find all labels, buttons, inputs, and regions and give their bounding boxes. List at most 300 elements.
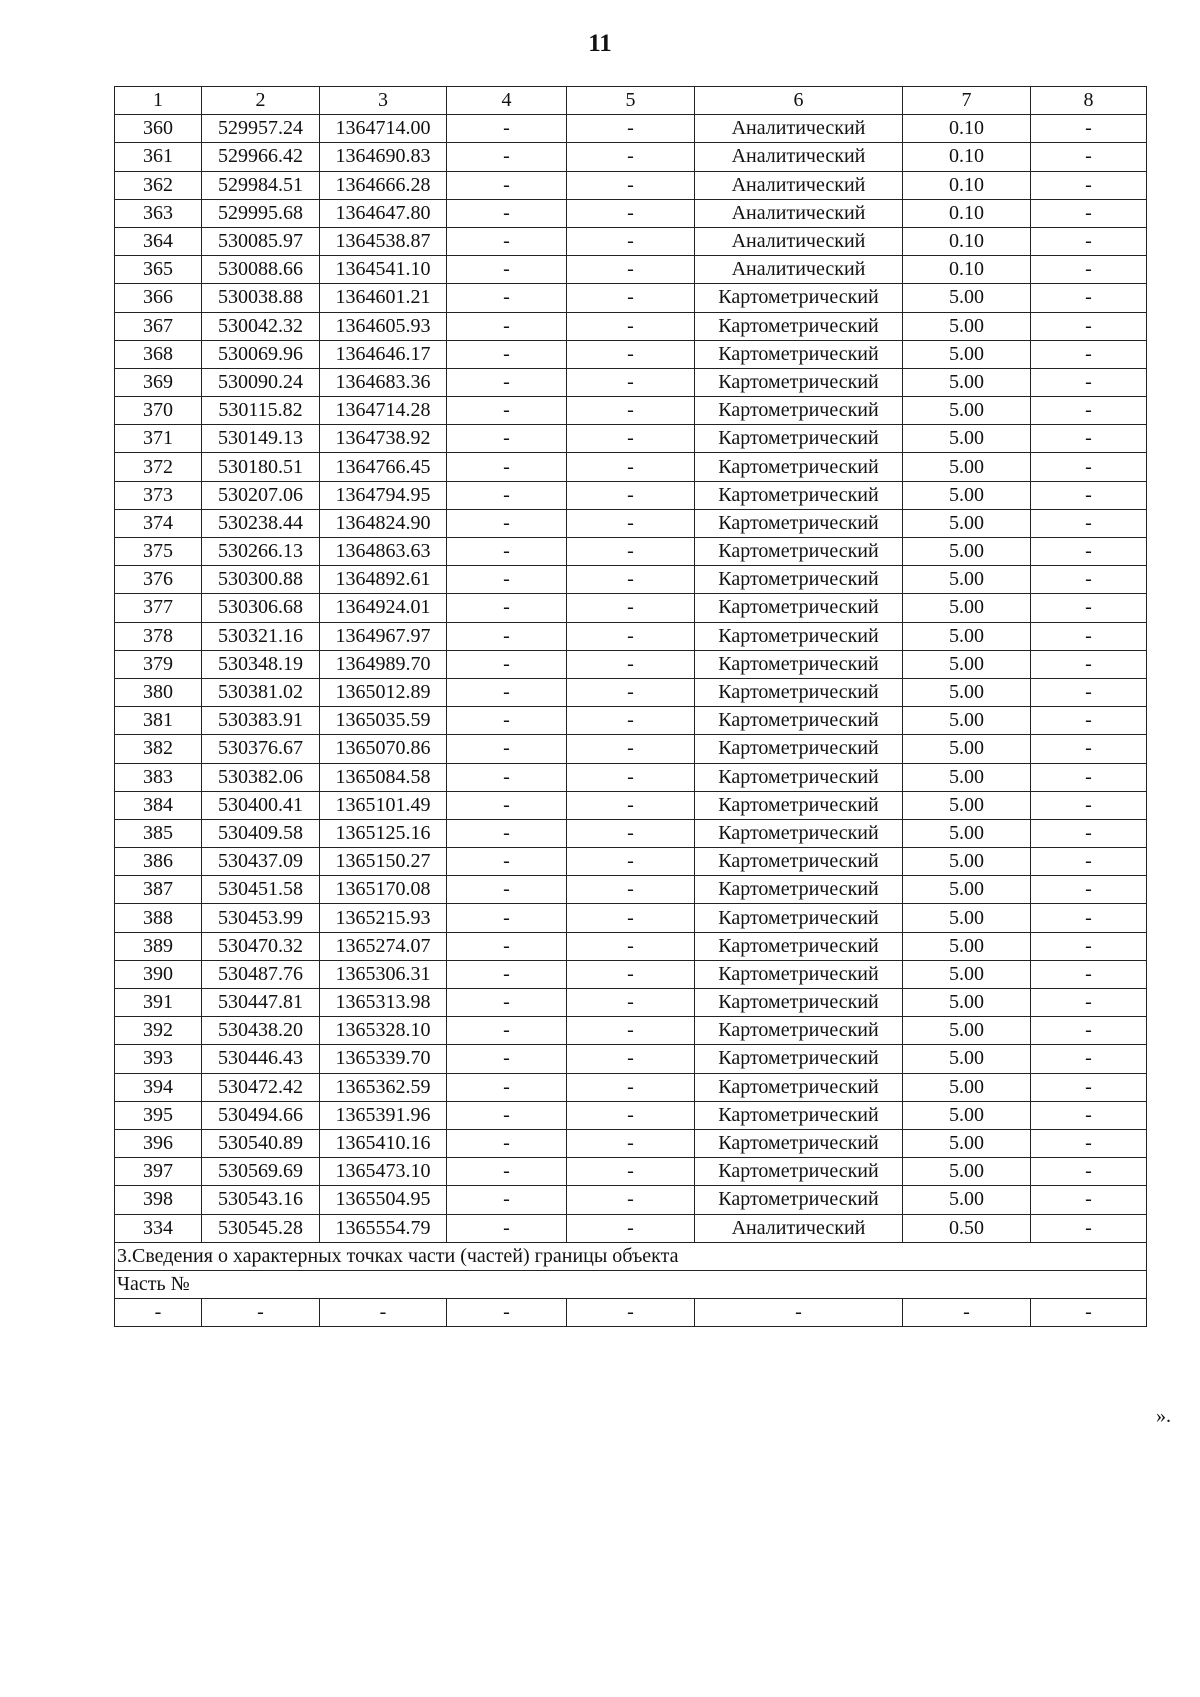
table-cell: 396 <box>115 1129 202 1157</box>
table-cell: - <box>1031 960 1147 988</box>
table-cell: - <box>567 932 695 960</box>
table-cell: 530400.41 <box>202 791 320 819</box>
table-row <box>115 707 1147 735</box>
table-cell: - <box>447 340 567 368</box>
table-cell: 5.00 <box>903 368 1031 396</box>
table-cell: 393 <box>115 1045 202 1073</box>
table-cell: - <box>1031 1017 1147 1045</box>
table-cell: 530382.06 <box>202 763 320 791</box>
table-cell: - <box>567 1186 695 1214</box>
table-cell: 5 <box>567 87 695 115</box>
table-cell: 5.00 <box>903 735 1031 763</box>
table-row <box>115 1214 1147 1242</box>
table-cell: 1364924.01 <box>320 594 447 622</box>
table-cell: 6 <box>695 87 903 115</box>
part-label-row <box>115 1270 1147 1298</box>
table-cell: 334 <box>115 1214 202 1242</box>
table-cell: - <box>1031 763 1147 791</box>
empty-dash-row <box>115 1299 1147 1327</box>
table-row <box>115 650 1147 678</box>
table-cell: - <box>1031 707 1147 735</box>
table-cell: 0.10 <box>903 115 1031 143</box>
table-cell: 386 <box>115 848 202 876</box>
table-cell: Аналитический <box>695 199 903 227</box>
table-cell: - <box>567 199 695 227</box>
table-cell: Картометрический <box>695 538 903 566</box>
table-cell: 0.10 <box>903 199 1031 227</box>
table-cell: - <box>1031 368 1147 396</box>
table-cell: - <box>567 848 695 876</box>
table-cell: - <box>447 622 567 650</box>
table-cell: Картометрический <box>695 819 903 847</box>
table-cell: - <box>447 1186 567 1214</box>
table-row <box>115 848 1147 876</box>
table-cell: 1364766.45 <box>320 453 447 481</box>
table-cell: 1364683.36 <box>320 368 447 396</box>
table-cell: Картометрический <box>695 509 903 537</box>
table-cell: 392 <box>115 1017 202 1045</box>
table-cell: 378 <box>115 622 202 650</box>
table-cell: Картометрический <box>695 1045 903 1073</box>
table-cell: 367 <box>115 312 202 340</box>
table-cell: Картометрический <box>695 622 903 650</box>
table-cell: 388 <box>115 904 202 932</box>
table-row <box>115 594 1147 622</box>
table-cell: 362 <box>115 171 202 199</box>
table-cell: - <box>567 368 695 396</box>
table-cell: 7 <box>903 87 1031 115</box>
table-cell: 5.00 <box>903 509 1031 537</box>
table-row <box>115 1101 1147 1129</box>
table-cell: 1365554.79 <box>320 1214 447 1242</box>
table-cell: 530453.99 <box>202 904 320 932</box>
closing-quote: ». <box>1156 1405 1171 1427</box>
table-cell: - <box>567 256 695 284</box>
table-cell: 1 <box>115 87 202 115</box>
table-cell: - <box>567 1101 695 1129</box>
table-cell: - <box>567 425 695 453</box>
table-row <box>115 678 1147 706</box>
table-cell: 530545.28 <box>202 1214 320 1242</box>
table-cell: 0.10 <box>903 227 1031 255</box>
table-cell: Картометрический <box>695 1186 903 1214</box>
table-cell: 398 <box>115 1186 202 1214</box>
table-cell: 371 <box>115 425 202 453</box>
table-cell: 530300.88 <box>202 566 320 594</box>
page-number: 11 <box>588 30 612 57</box>
table-cell: - <box>1031 566 1147 594</box>
table-cell: - <box>567 171 695 199</box>
table-cell: - <box>567 1129 695 1157</box>
table-row <box>115 509 1147 537</box>
table-cell: Картометрический <box>695 960 903 988</box>
table-cell: 369 <box>115 368 202 396</box>
table-cell: 5.00 <box>903 763 1031 791</box>
table-cell: - <box>1031 1299 1147 1327</box>
table-cell: - <box>567 989 695 1017</box>
table-cell: - <box>567 1299 695 1327</box>
table-cell: - <box>447 171 567 199</box>
table-cell: - <box>1031 622 1147 650</box>
table-cell: - <box>1031 284 1147 312</box>
table-cell: 0.10 <box>903 143 1031 171</box>
table-cell: 1364605.93 <box>320 312 447 340</box>
table-cell: Картометрический <box>695 312 903 340</box>
table-cell: Аналитический <box>695 171 903 199</box>
table-cell: 364 <box>115 227 202 255</box>
table-row <box>115 960 1147 988</box>
table-cell: Картометрический <box>695 1129 903 1157</box>
table-cell: - <box>1031 1073 1147 1101</box>
table-row <box>115 1129 1147 1157</box>
table-cell: - <box>1031 538 1147 566</box>
table-cell: 530487.76 <box>202 960 320 988</box>
table-cell: - <box>1031 340 1147 368</box>
table-cell: 3 <box>320 87 447 115</box>
table-cell: - <box>447 960 567 988</box>
table-cell: 2 <box>202 87 320 115</box>
table-cell: 5.00 <box>903 397 1031 425</box>
table-cell: 530321.16 <box>202 622 320 650</box>
table-cell: 5.00 <box>903 960 1031 988</box>
table-cell: 1365012.89 <box>320 678 447 706</box>
table-cell: - <box>447 594 567 622</box>
table-cell: 397 <box>115 1158 202 1186</box>
table-cell: 395 <box>115 1101 202 1129</box>
table-cell: - <box>567 1073 695 1101</box>
table-row <box>115 143 1147 171</box>
table-cell: 366 <box>115 284 202 312</box>
table-cell: 530348.19 <box>202 650 320 678</box>
table-cell: 389 <box>115 932 202 960</box>
table-cell: 5.00 <box>903 1017 1031 1045</box>
table-cell: - <box>447 1101 567 1129</box>
table-cell: Картометрический <box>695 904 903 932</box>
table-cell: - <box>447 1214 567 1242</box>
table-row <box>115 763 1147 791</box>
table-cell: - <box>1031 1129 1147 1157</box>
table-cell: - <box>447 115 567 143</box>
table-cell: 377 <box>115 594 202 622</box>
table-cell: 1365339.70 <box>320 1045 447 1073</box>
table-cell: Картометрический <box>695 1101 903 1129</box>
table-cell: - <box>447 397 567 425</box>
table-cell: Аналитический <box>695 115 903 143</box>
table-cell: 1365313.98 <box>320 989 447 1017</box>
table-row <box>115 622 1147 650</box>
table-cell: 530266.13 <box>202 538 320 566</box>
table-cell: - <box>1031 256 1147 284</box>
table-cell: - <box>447 509 567 537</box>
table-cell: 383 <box>115 763 202 791</box>
table-cell: - <box>567 819 695 847</box>
table-cell: - <box>447 1299 567 1327</box>
table-cell: - <box>1031 453 1147 481</box>
table-cell: 530090.24 <box>202 368 320 396</box>
table-cell: Картометрический <box>695 678 903 706</box>
table-cell: 384 <box>115 791 202 819</box>
table-cell: 530438.20 <box>202 1017 320 1045</box>
table-cell: - <box>567 509 695 537</box>
table-cell: 365 <box>115 256 202 284</box>
table-cell: Картометрический <box>695 989 903 1017</box>
table-cell: - <box>447 538 567 566</box>
table-cell: 1364646.17 <box>320 340 447 368</box>
table-cell: - <box>447 481 567 509</box>
table-cell: 5.00 <box>903 566 1031 594</box>
table-row <box>115 566 1147 594</box>
table-cell: 1365170.08 <box>320 876 447 904</box>
table-cell: - <box>447 707 567 735</box>
table-cell: 361 <box>115 143 202 171</box>
table-cell: - <box>447 791 567 819</box>
section-heading: 3.Сведения о характерных точках части (частей) границы объекта <box>115 1242 1147 1270</box>
table-cell: 530543.16 <box>202 1186 320 1214</box>
table-cell: - <box>115 1299 202 1327</box>
table-cell: - <box>1031 312 1147 340</box>
table-cell: - <box>567 735 695 763</box>
table-cell: Картометрический <box>695 1073 903 1101</box>
table-cell: 372 <box>115 453 202 481</box>
table-cell: 1365306.31 <box>320 960 447 988</box>
table-row <box>115 989 1147 1017</box>
table-cell: - <box>1031 1101 1147 1129</box>
table-cell: 380 <box>115 678 202 706</box>
table-cell: 1365410.16 <box>320 1129 447 1157</box>
table-cell: 1365215.93 <box>320 904 447 932</box>
table-cell: 1365504.95 <box>320 1186 447 1214</box>
table-cell: 5.00 <box>903 678 1031 706</box>
table-cell: - <box>1031 735 1147 763</box>
table-cell: 387 <box>115 876 202 904</box>
table-cell: - <box>567 678 695 706</box>
table-cell: - <box>1031 171 1147 199</box>
table-cell: - <box>1031 1186 1147 1214</box>
table-cell: 5.00 <box>903 819 1031 847</box>
table-cell: - <box>903 1299 1031 1327</box>
table-row <box>115 904 1147 932</box>
table-cell: 360 <box>115 115 202 143</box>
table-cell: Аналитический <box>695 256 903 284</box>
table-cell: - <box>567 481 695 509</box>
table-cell: - <box>567 312 695 340</box>
table-cell: - <box>1031 227 1147 255</box>
table-cell: 1364967.97 <box>320 622 447 650</box>
table-cell: - <box>567 227 695 255</box>
section-heading-row <box>115 1242 1147 1270</box>
table-cell: 5.00 <box>903 876 1031 904</box>
table-cell: - <box>567 960 695 988</box>
table-cell: 530447.81 <box>202 989 320 1017</box>
table-cell: - <box>567 1158 695 1186</box>
table-cell: 5.00 <box>903 1186 1031 1214</box>
table-row <box>115 397 1147 425</box>
table-cell: 530038.88 <box>202 284 320 312</box>
table-cell: 4 <box>447 87 567 115</box>
table-cell: 379 <box>115 650 202 678</box>
table-cell: 1365362.59 <box>320 1073 447 1101</box>
table-cell: 530115.82 <box>202 397 320 425</box>
table-cell: 1364892.61 <box>320 566 447 594</box>
table-cell: 530472.42 <box>202 1073 320 1101</box>
table-row <box>115 538 1147 566</box>
table-cell: 1364714.00 <box>320 115 447 143</box>
table-cell: Картометрический <box>695 594 903 622</box>
table-row <box>115 1186 1147 1214</box>
table-cell: - <box>447 763 567 791</box>
table-cell: - <box>567 397 695 425</box>
table-cell: - <box>447 819 567 847</box>
table-cell: 5.00 <box>903 425 1031 453</box>
table-cell: 370 <box>115 397 202 425</box>
table-cell: - <box>1031 1158 1147 1186</box>
table-cell: - <box>567 453 695 481</box>
table-cell: - <box>447 1017 567 1045</box>
table-row <box>115 1017 1147 1045</box>
table-cell: 1365473.10 <box>320 1158 447 1186</box>
table-row <box>115 1073 1147 1101</box>
table-cell: - <box>567 1045 695 1073</box>
table-cell: - <box>567 763 695 791</box>
table-cell: 5.00 <box>903 1101 1031 1129</box>
table-cell: 530306.68 <box>202 594 320 622</box>
table-cell: 376 <box>115 566 202 594</box>
table-cell: - <box>320 1299 447 1327</box>
table-cell: Картометрический <box>695 735 903 763</box>
table-cell: 1365328.10 <box>320 1017 447 1045</box>
table-cell: 5.00 <box>903 1129 1031 1157</box>
table-cell: 530207.06 <box>202 481 320 509</box>
table-cell: 5.00 <box>903 1045 1031 1073</box>
table-cell: - <box>1031 509 1147 537</box>
table-cell: 530149.13 <box>202 425 320 453</box>
table-cell: Картометрический <box>695 425 903 453</box>
table-cell: 394 <box>115 1073 202 1101</box>
table-cell: - <box>447 1129 567 1157</box>
table-cell: - <box>447 425 567 453</box>
table-cell: 5.00 <box>903 904 1031 932</box>
table-cell: Картометрический <box>695 284 903 312</box>
table-cell: - <box>447 368 567 396</box>
table-cell: - <box>1031 932 1147 960</box>
table-cell: Картометрический <box>695 876 903 904</box>
table-row <box>115 171 1147 199</box>
table-cell: - <box>447 256 567 284</box>
table-row <box>115 1158 1147 1186</box>
part-label: Часть № <box>115 1270 1147 1298</box>
table-cell: 1365101.49 <box>320 791 447 819</box>
table-cell: - <box>447 453 567 481</box>
table-cell: - <box>567 904 695 932</box>
table-cell: 5.00 <box>903 340 1031 368</box>
table-cell: - <box>447 1158 567 1186</box>
table-cell: - <box>567 340 695 368</box>
table-cell: 1364541.10 <box>320 256 447 284</box>
table-cell: - <box>1031 1214 1147 1242</box>
table-cell: 385 <box>115 819 202 847</box>
table-row <box>115 876 1147 904</box>
table-cell: - <box>447 1073 567 1101</box>
table-cell: Картометрический <box>695 707 903 735</box>
table-cell: 1365035.59 <box>320 707 447 735</box>
table-cell: 529995.68 <box>202 199 320 227</box>
table-cell: 530085.97 <box>202 227 320 255</box>
table-cell: 0.10 <box>903 171 1031 199</box>
table-cell: - <box>1031 848 1147 876</box>
table-cell: 530042.32 <box>202 312 320 340</box>
table-cell: - <box>447 1045 567 1073</box>
table-cell: 5.00 <box>903 650 1031 678</box>
table-cell: 530494.66 <box>202 1101 320 1129</box>
table-cell: 529966.42 <box>202 143 320 171</box>
table-cell: 530238.44 <box>202 509 320 537</box>
table-cell: Картометрический <box>695 340 903 368</box>
table-cell: Картометрический <box>695 397 903 425</box>
table-cell: 1364647.80 <box>320 199 447 227</box>
table-cell: 530470.32 <box>202 932 320 960</box>
table-cell: 1364601.21 <box>320 284 447 312</box>
table-cell: - <box>1031 115 1147 143</box>
table-cell: - <box>447 876 567 904</box>
table-cell: 8 <box>1031 87 1147 115</box>
table-cell: 1365125.16 <box>320 819 447 847</box>
table-cell: Аналитический <box>695 1214 903 1242</box>
table-cell: - <box>447 904 567 932</box>
table-cell: 391 <box>115 989 202 1017</box>
table-cell: 5.00 <box>903 453 1031 481</box>
table-cell: Картометрический <box>695 848 903 876</box>
table-cell: 530180.51 <box>202 453 320 481</box>
table-cell: 368 <box>115 340 202 368</box>
table-cell: 5.00 <box>903 538 1031 566</box>
table-cell: 1364714.28 <box>320 397 447 425</box>
table-cell: - <box>1031 791 1147 819</box>
table-cell: - <box>1031 143 1147 171</box>
table-cell: - <box>447 284 567 312</box>
table-row <box>115 819 1147 847</box>
table-cell: 382 <box>115 735 202 763</box>
table-cell: - <box>567 143 695 171</box>
table-cell: - <box>1031 678 1147 706</box>
table-cell: 5.00 <box>903 594 1031 622</box>
table-cell: 529957.24 <box>202 115 320 143</box>
table-cell: Картометрический <box>695 1158 903 1186</box>
table-cell: 1365274.07 <box>320 932 447 960</box>
table-cell: - <box>1031 1045 1147 1073</box>
table-cell: Картометрический <box>695 791 903 819</box>
table-cell: 375 <box>115 538 202 566</box>
table-cell: 530437.09 <box>202 848 320 876</box>
table-body <box>115 87 1147 1327</box>
table-cell: 5.00 <box>903 848 1031 876</box>
table-cell: - <box>567 650 695 678</box>
table-cell: 5.00 <box>903 1073 1031 1101</box>
table-cell: 381 <box>115 707 202 735</box>
table-cell: - <box>1031 650 1147 678</box>
table-cell: 373 <box>115 481 202 509</box>
table-row <box>115 481 1147 509</box>
table-cell: Картометрический <box>695 763 903 791</box>
table-cell: 530446.43 <box>202 1045 320 1073</box>
table-cell: 390 <box>115 960 202 988</box>
table-cell: 5.00 <box>903 1158 1031 1186</box>
table-cell: 1365084.58 <box>320 763 447 791</box>
table-cell: 5.00 <box>903 312 1031 340</box>
table-cell: 530383.91 <box>202 707 320 735</box>
table-cell: - <box>567 622 695 650</box>
table-cell: 5.00 <box>903 989 1031 1017</box>
table-cell: 363 <box>115 199 202 227</box>
